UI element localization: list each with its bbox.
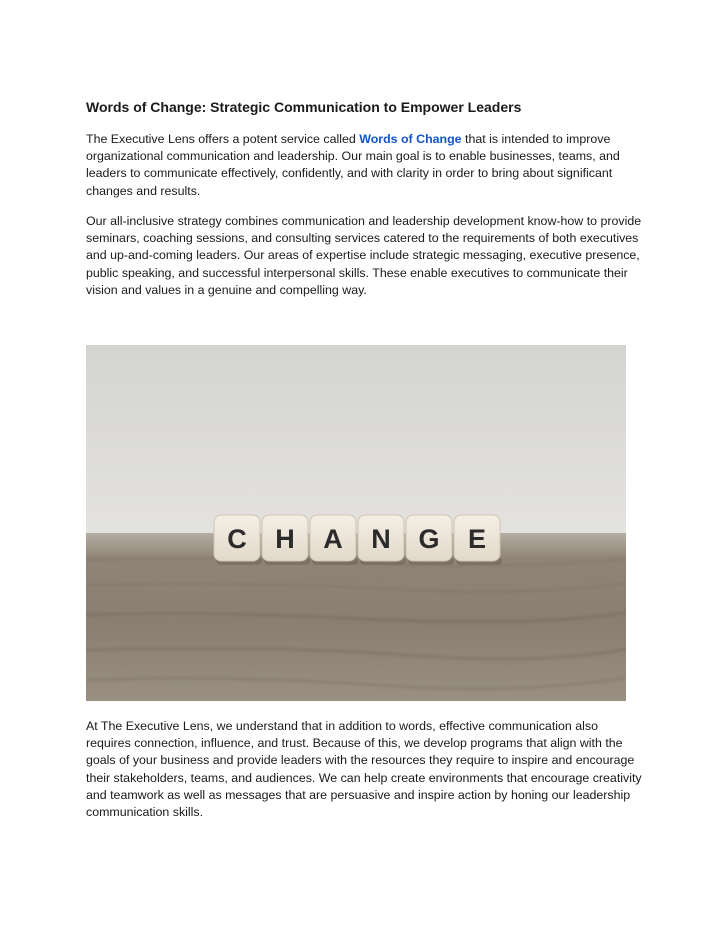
letter-cube-e bbox=[454, 515, 502, 565]
letter-cube-a bbox=[310, 515, 358, 565]
cube-letter: E bbox=[467, 524, 487, 554]
strategy-paragraph: Our all-inclusive strategy combines communication and leadership development know-how to provide seminars, coaching sessions, and consulting services catered to the requirements of both executives and up-and-coming leaders. Our areas of expertise include strategic messaging, executive presence, public speaking, and successful interpersonal skills. These enable executives to communicate their vision and values in a genuine and compelling way. bbox=[86, 214, 642, 297]
words-of-change-link[interactable]: Words of Change bbox=[359, 132, 462, 146]
cube-letter: A bbox=[323, 524, 343, 554]
letter-cube-c bbox=[214, 515, 262, 565]
document-title: Words of Change: Strategic Communication to Empower Leaders bbox=[86, 99, 522, 115]
letter-cube-n bbox=[358, 515, 406, 565]
intro-paragraph bbox=[86, 131, 646, 200]
letter-cube-g bbox=[406, 515, 454, 565]
intro-text-end: that is intended to improve organizational communication and leadership. Our main goal is to enable businesses, teams, and leaders to communicate effectively, confidently, and with clarity in order to bring about significant changes and results. bbox=[86, 132, 620, 198]
cube-letter: C bbox=[227, 524, 247, 554]
cube-letter: G bbox=[418, 524, 440, 554]
closing-paragraph: At The Executive Lens, we understand that in addition to words, effective communication also requires connection, influence, and trust. Because of this, we develop programs that align with the goals of your business and provide leaders with the resources they require to inspire and encourage their stakeholders, teams, and audiences. We can help create environments that encourage creativity and teamwork as well as messages that are persuasive and inspire action by honing our leadership communication skills. bbox=[86, 719, 642, 820]
cube-letter: N bbox=[371, 524, 391, 554]
letter-cube-h bbox=[262, 515, 310, 565]
cube-letter: H bbox=[275, 524, 295, 554]
intro-text-start: The Executive Lens offers a potent service called bbox=[86, 132, 360, 146]
photo-canvas bbox=[86, 345, 626, 701]
change-cubes-photo bbox=[86, 345, 626, 701]
wall-background bbox=[86, 345, 626, 545]
